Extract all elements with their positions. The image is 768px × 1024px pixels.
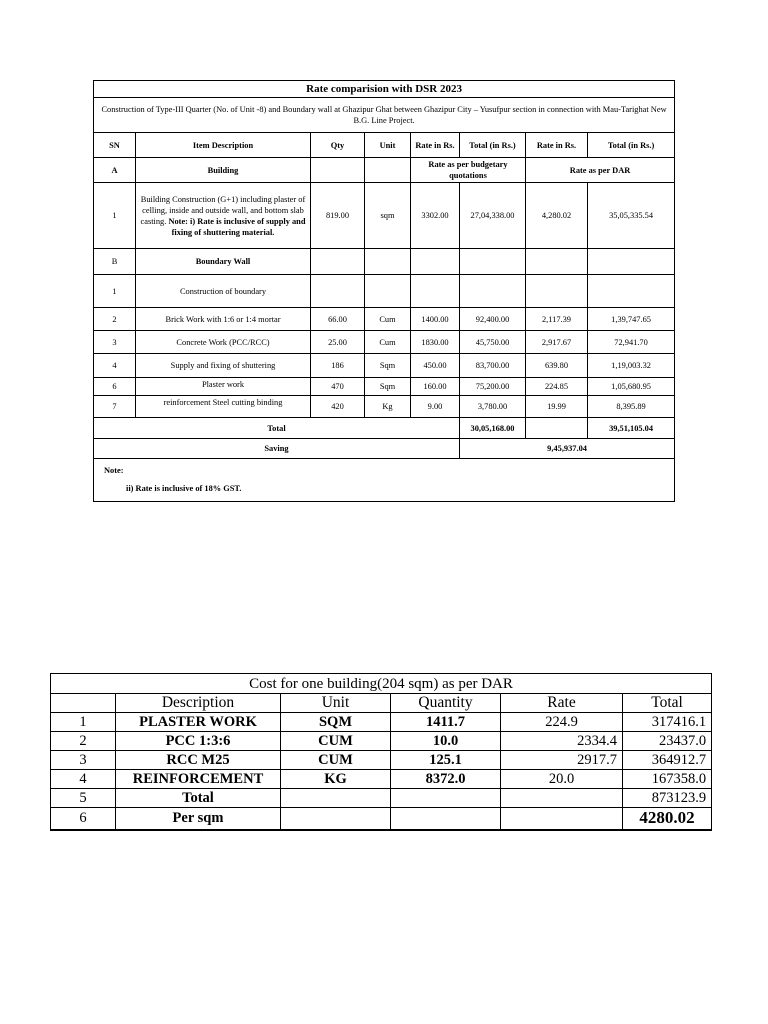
row-total-budget: 45,750.00 xyxy=(460,331,526,354)
total-dar: 39,51,105.04 xyxy=(588,418,675,439)
row-sn: 5 xyxy=(51,789,116,808)
budgetary-quotations-label: Rate as per budgetary quotations xyxy=(411,158,526,183)
row-unit: Kg xyxy=(365,396,411,418)
row-unit: KG xyxy=(281,770,391,789)
total-label: Total xyxy=(116,789,281,808)
header-unit: Unit xyxy=(365,133,411,158)
row-unit: Cum xyxy=(365,308,411,331)
total-row xyxy=(94,418,675,439)
per-sqm-label: Per sqm xyxy=(116,808,281,830)
row-qty: 819.00 xyxy=(311,183,365,249)
row-total-dar: 8,395.89 xyxy=(588,396,675,418)
row-rate-budget: 3302.00 xyxy=(411,183,460,249)
note-text: ii) Rate is inclusive of 18% GST. xyxy=(126,484,242,493)
row-qty: 25.00 xyxy=(311,331,365,354)
row-rate-budget: 9.00 xyxy=(411,396,460,418)
row-unit: Cum xyxy=(365,331,411,354)
table1-header-row xyxy=(94,133,675,158)
header-total: Total xyxy=(623,694,712,713)
row-rate-dar: 2,917.67 xyxy=(526,331,588,354)
header-qty: Qty xyxy=(311,133,365,158)
table-row xyxy=(94,183,675,249)
row-total: 23437.0 xyxy=(623,732,712,751)
row-sn: 2 xyxy=(94,308,136,331)
row-qty: 10.0 xyxy=(391,732,501,751)
table2-title: Cost for one building(204 sqm) as per DAR xyxy=(51,674,712,694)
total-value: 873123.9 xyxy=(623,789,712,808)
row-qty: 8372.0 xyxy=(391,770,501,789)
row-sn: 2 xyxy=(51,732,116,751)
row-qty: 66.00 xyxy=(311,308,365,331)
row-rate-dar: 4,280.02 xyxy=(526,183,588,249)
row-total: 167358.0 xyxy=(623,770,712,789)
row-unit: sqm xyxy=(365,183,411,249)
total-budget: 30,05,168.00 xyxy=(460,418,526,439)
row-qty: 1411.7 xyxy=(391,713,501,732)
table-row xyxy=(94,331,675,354)
row-desc: reinforcement Steel cutting binding xyxy=(136,396,311,418)
row-desc: PLASTER WORK xyxy=(116,713,281,732)
row-total-dar: 1,39,747.65 xyxy=(588,308,675,331)
row-sn: 4 xyxy=(51,770,116,789)
table-row xyxy=(51,713,712,732)
note-label: Note: xyxy=(104,466,124,475)
header-item-description: Item Description xyxy=(136,133,311,158)
row-desc: Brick Work with 1:6 or 1:4 mortar xyxy=(136,308,311,331)
row-total-budget: 75,200.00 xyxy=(460,378,526,396)
row-total-dar: 72,941.70 xyxy=(588,331,675,354)
section-a-sn: A xyxy=(94,158,136,183)
row-rate-dar: 639.80 xyxy=(526,354,588,378)
row-sn: 6 xyxy=(51,808,116,830)
header-rate-dar: Rate in Rs. xyxy=(526,133,588,158)
header-unit: Unit xyxy=(281,694,391,713)
row-total-dar: 35,05,335.54 xyxy=(588,183,675,249)
row-sn: 7 xyxy=(94,396,136,418)
saving-row xyxy=(94,439,675,459)
saving-label: Saving xyxy=(94,439,460,459)
row-unit: CUM xyxy=(281,732,391,751)
note-cell xyxy=(94,459,675,502)
row-total-budget: 27,04,338.00 xyxy=(460,183,526,249)
row-rate-budget: 450.00 xyxy=(411,354,460,378)
building-description xyxy=(136,183,311,249)
table1-subtitle: Construction of Type-III Quarter (No. of Unit -8) and Boundary wall at Ghazipur Ghat between Ghazipur City – Yusufpur section in connection with Mau-Tarighat New B.G. Line Project. xyxy=(94,98,675,133)
row-total: 364912.7 xyxy=(623,751,712,770)
table2-header-row xyxy=(51,694,712,713)
row-rate-budget: 1830.00 xyxy=(411,331,460,354)
row-sn: 4 xyxy=(94,354,136,378)
section-a-row xyxy=(94,158,675,183)
saving-value: 9,45,937.04 xyxy=(460,439,675,459)
table-row xyxy=(94,308,675,331)
dar-cost-table xyxy=(50,673,712,831)
row-sn: 6 xyxy=(94,378,136,396)
row-total-budget: 3,780.00 xyxy=(460,396,526,418)
row-unit: SQM xyxy=(281,713,391,732)
total-label: Total xyxy=(94,418,460,439)
table-row xyxy=(94,275,675,308)
row-rate-budget: 1400.00 xyxy=(411,308,460,331)
row-rate: 2334.4 xyxy=(501,732,623,751)
table1-title: Rate comparision with DSR 2023 xyxy=(94,81,675,98)
row-qty: 420 xyxy=(311,396,365,418)
table-row xyxy=(51,732,712,751)
header-rate: Rate xyxy=(501,694,623,713)
row-qty: 186 xyxy=(311,354,365,378)
row-sn: 3 xyxy=(51,751,116,770)
header-sn: SN xyxy=(94,133,136,158)
row-unit: Sqm xyxy=(365,378,411,396)
table-row xyxy=(94,378,675,396)
row-sn: 3 xyxy=(94,331,136,354)
table-row xyxy=(51,751,712,770)
row-qty: 125.1 xyxy=(391,751,501,770)
row-unit: Sqm xyxy=(365,354,411,378)
header-total-budget: Total (in Rs.) xyxy=(460,133,526,158)
row-rate: 224.9 xyxy=(501,713,623,732)
row-rate: 20.0 xyxy=(501,770,623,789)
row-desc: RCC M25 xyxy=(116,751,281,770)
building-desc-main: Building Construction (G+1) including plaster of celling, inside and outside wall, and bottom slab casting. xyxy=(140,194,306,226)
section-b-label: Boundary Wall xyxy=(136,249,311,275)
header-rate-budget: Rate in Rs. xyxy=(411,133,460,158)
table-row xyxy=(94,354,675,378)
row-rate-dar: 224.85 xyxy=(526,378,588,396)
per-sqm-value: 4280.02 xyxy=(623,808,712,830)
header-total-dar: Total (in Rs.) xyxy=(588,133,675,158)
table-row xyxy=(51,770,712,789)
row-qty: 470 xyxy=(311,378,365,396)
building-desc-note: Note: i) Rate is inclusive of supply and fixing of shuttering material. xyxy=(168,216,306,237)
section-b-row xyxy=(94,249,675,275)
row-sn: 1 xyxy=(51,713,116,732)
row-desc: REINFORCEMENT xyxy=(116,770,281,789)
row-rate-dar: 2,117.39 xyxy=(526,308,588,331)
rate-comparison-table xyxy=(93,80,675,502)
row-unit: CUM xyxy=(281,751,391,770)
per-sqm-row xyxy=(51,808,712,830)
row-rate: 2917.7 xyxy=(501,751,623,770)
row-total-dar: 1,19,003.32 xyxy=(588,354,675,378)
row-sn: 1 xyxy=(94,183,136,249)
row-total: 317416.1 xyxy=(623,713,712,732)
row-rate-budget: 160.00 xyxy=(411,378,460,396)
section-b-sn: B xyxy=(94,249,136,275)
row-total-budget: 92,400.00 xyxy=(460,308,526,331)
row-rate-dar: 19.99 xyxy=(526,396,588,418)
table-row xyxy=(94,396,675,418)
row-desc: Concrete Work (PCC/RCC) xyxy=(136,331,311,354)
row-sn: 1 xyxy=(94,275,136,308)
dar-rate-label: Rate as per DAR xyxy=(526,158,675,183)
row-desc: Supply and fixing of shuttering xyxy=(136,354,311,378)
table-total-row xyxy=(51,789,712,808)
note-row xyxy=(94,459,675,502)
section-a-label: Building xyxy=(136,158,311,183)
row-total-dar: 1,05,680.95 xyxy=(588,378,675,396)
header-quantity: Quantity xyxy=(391,694,501,713)
row-desc: Construction of boundary xyxy=(136,275,311,308)
row-desc: PCC 1:3:6 xyxy=(116,732,281,751)
header-description: Description xyxy=(116,694,281,713)
row-desc: Plaster work xyxy=(136,378,311,396)
row-total-budget: 83,700.00 xyxy=(460,354,526,378)
